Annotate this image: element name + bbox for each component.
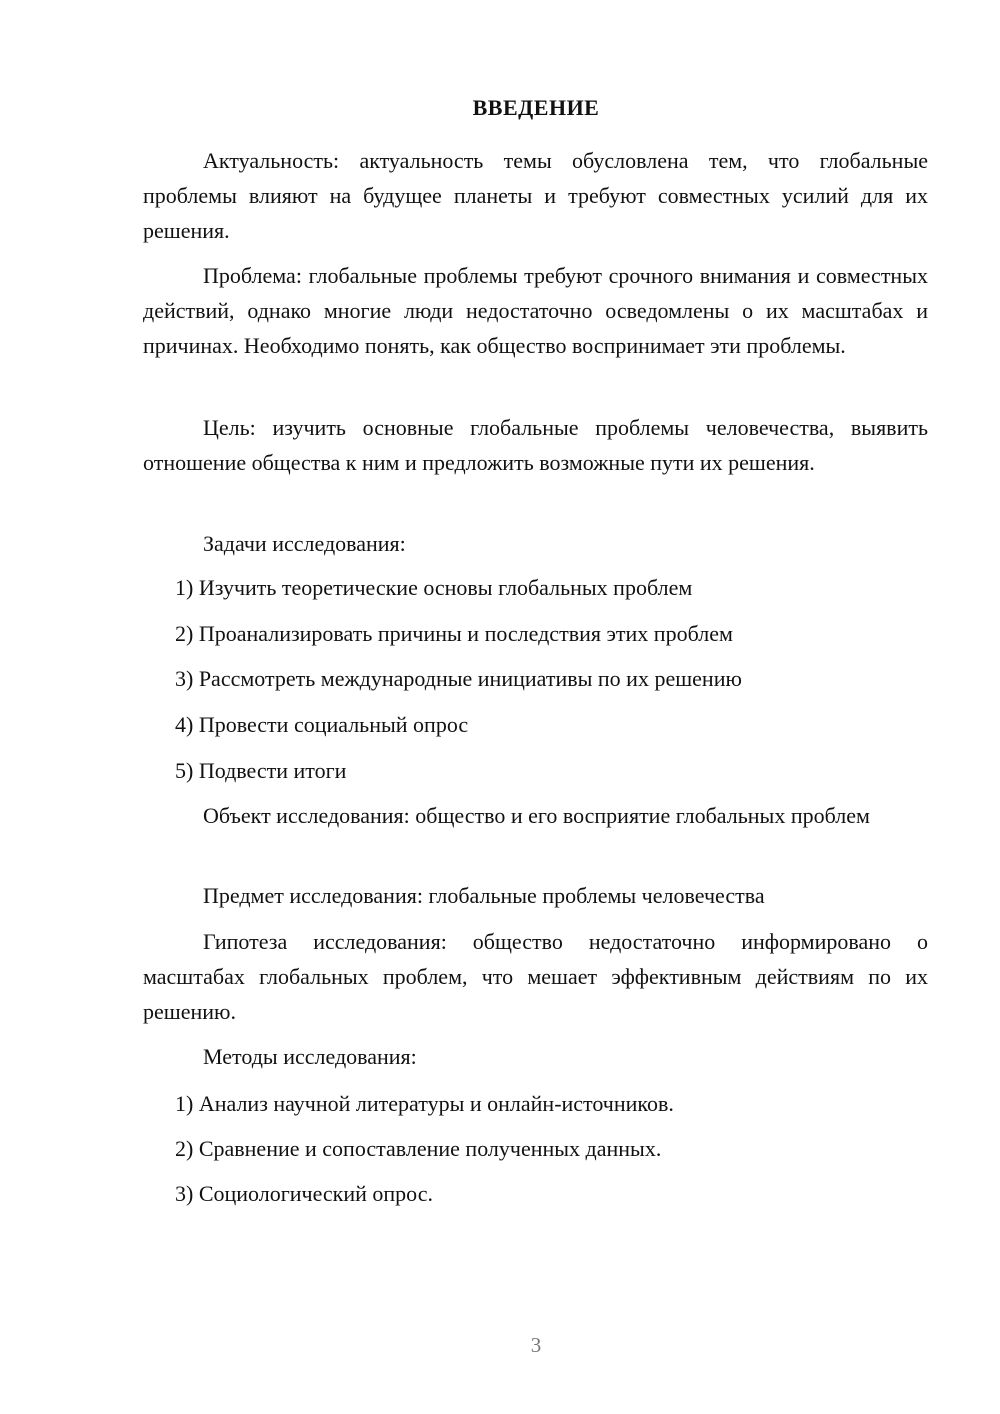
problem-paragraph: Проблема: глобальные проблемы требуют срочного внимания и совместных действий, однако многие люди недостаточно осведомлены о их масштабах и причинах. Необходимо понять, как общество воспринимает эти проблемы. [143, 263, 928, 358]
methods-label: Методы исследования: [203, 1044, 417, 1069]
method-item-2: 2) Сравнение и сопоставление полученных данных. [175, 1136, 662, 1161]
page-heading: ВВЕДЕНИЕ [472, 95, 600, 120]
task-item-4: 4) Провести социальный опрос [175, 712, 469, 737]
task-item-1: 1) Изучить теоретические основы глобальных проблем [175, 575, 693, 600]
method-item-3: 3) Социологический опрос. [175, 1181, 433, 1206]
task-item-3: 3) Рассмотреть международные инициативы по их решению [175, 666, 742, 691]
method-item-1: 1) Анализ научной литературы и онлайн-источников. [175, 1091, 674, 1116]
page-number: 3 [530, 1333, 542, 1357]
task-item-2: 2) Проанализировать причины и последствия этих проблем [175, 621, 733, 646]
relevance-paragraph: Актуальность: актуальность темы обусловлена тем, что глобальные проблемы влияют на будущее планеты и требуют совместных усилий для их решения. [143, 148, 928, 243]
task-item-5: 5) Подвести итоги [175, 758, 347, 783]
object-paragraph: Объект исследования: общество и его восприятие глобальных проблем [203, 803, 870, 828]
hypothesis-paragraph: Гипотеза исследования: общество недостаточно информировано о масштабах глобальных проблем, что мешает эффективным действиям по их решению. [143, 929, 928, 1024]
tasks-label: Задачи исследования: [203, 531, 406, 556]
subject-paragraph: Предмет исследования: глобальные проблемы человечества [203, 883, 765, 908]
goal-paragraph: Цель: изучить основные глобальные проблемы человечества, выявить отношение общества к ним и предложить возможные пути их решения. [143, 415, 928, 475]
